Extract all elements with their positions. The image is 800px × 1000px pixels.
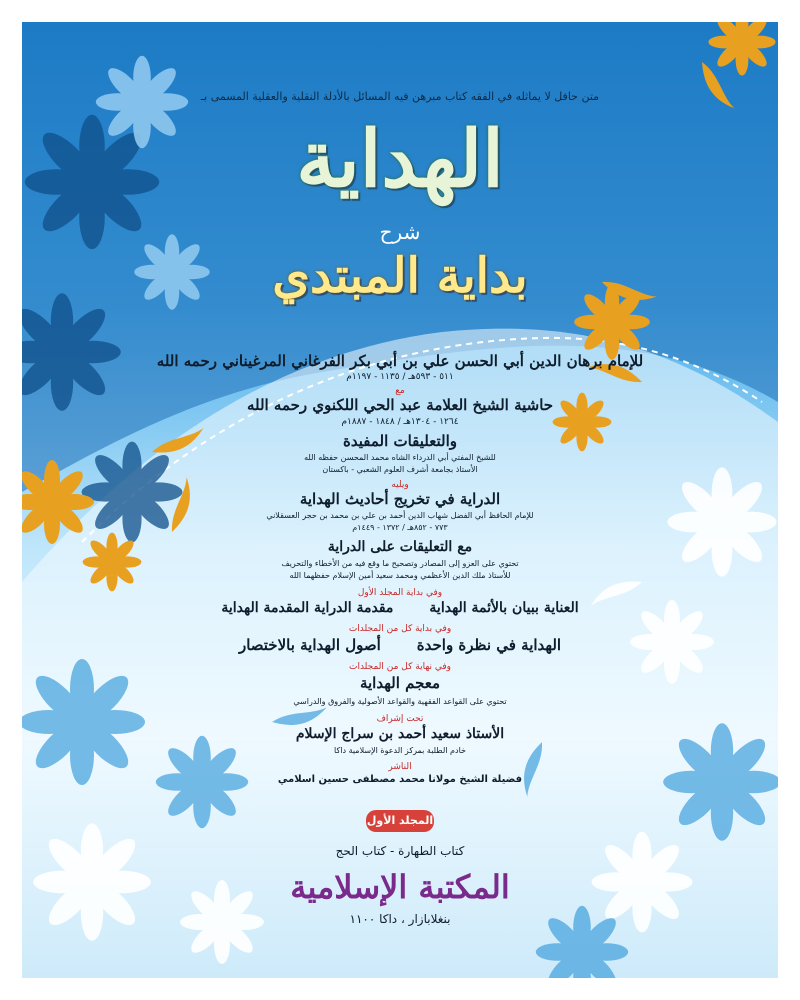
each-volume-start-row (22, 636, 778, 654)
volume-badge: المجلد الأول (366, 810, 434, 832)
intro-line: متن حافل لا يماثله في الفقه كتاب مبرهن فيه المسائل بالأدلة النقلية والعقلية المسمى بـ (200, 90, 600, 103)
each-volume-end-title: معجم الهداية (359, 674, 441, 692)
supervision-label: تحت إشراف (376, 714, 424, 724)
diraya-line2: ٧٧٣ - ٨٥٢هـ / ١٣٧٢ - ١٤٤٩م (352, 523, 448, 532)
publisher-address: بنغلابازار ، داكا ١١٠٠ (349, 912, 451, 926)
each-volume-end-line1: تحتوي على القواعد الفقهية والقواعد الأصولية والفروق والدراسي (293, 697, 507, 706)
each-volume-end-label: وفي نهاية كل من المجلدات (348, 662, 452, 672)
each-volume-start-left: أصول الهداية بالاختصار (238, 636, 381, 654)
hashiya-title: حاشية الشيخ العلامة عبد الحي اللكنوي رحمه الله (246, 396, 554, 414)
hashiya-label: مع (395, 386, 405, 396)
supervision-line1: خادم الطلبة بمركز الدعوة الإسلامية داكا (334, 746, 466, 755)
diraya-taliqat-title: مع التعليقات على الدراية (327, 539, 473, 555)
taliqat-line1: للشيخ المفتي أبي الدرداء الشاه محمد المحسن حفظه الله (304, 453, 496, 462)
first-volume-row (22, 600, 778, 616)
main-title: الهداية (296, 114, 504, 205)
first-volume-right: العناية ببيان بالأئمة الهداية (429, 600, 579, 616)
book-cover (22, 22, 778, 978)
diraya-label: ويليه (391, 480, 409, 490)
taliqat-line2: الأستاذ بجامعة أشرف العلوم الشعبي - باكستان (322, 465, 478, 474)
supervision-name: الأستاذ سعيد أحمد بن سراج الإسلام (295, 726, 505, 742)
diraya-line1: للإمام الحافظ أبي الفضل شهاب الدين أحمد بن علي بن محمد بن حجر العسقلاني (266, 511, 534, 520)
subtitle: بداية المبتدي (272, 248, 528, 304)
publisher-note-name: فضيلة الشيخ مولانا محمد مصطفى حسين اسلامي (277, 774, 523, 785)
first-volume-left: مقدمة الدراية المقدمة الهداية (221, 600, 394, 616)
author-dates: ٥١١ - ٥٩٣هـ / ١١٣٥ - ١١٩٧م (346, 372, 454, 382)
hashiya-dates: ١٢٦٤ - ١٣٠٤هـ / ١٨٤٨ - ١٨٨٧م (341, 417, 459, 427)
publisher-note-label: الناشر (388, 762, 412, 772)
diraya-taliqat-line2: للأستاذ ملك الدين الأعظمي ومحمد سعيد أمين الإسلام حفظهما الله (289, 571, 511, 580)
each-volume-start-label: وفي بداية كل من المجلدات (348, 624, 452, 634)
diraya-title: الدراية في تخريج أحاديث الهداية (299, 490, 501, 508)
taliqat-title: والتعليقات المفيدة (343, 432, 457, 450)
first-volume-label: وفي بداية المجلد الأول (357, 588, 443, 598)
publisher-name: المكتبة الإسلامية (290, 868, 510, 906)
each-volume-start-right: الهداية في نظرة واحدة (416, 636, 562, 654)
author-name: للإمام برهان الدين أبي الحسن علي بن أبي بكر الفرغاني المرغيناني رحمه الله (156, 352, 644, 370)
diraya-taliqat-line1: تحتوي على العزو إلى المصادر وتصحيح ما وقع فيه من الأخطاء والتحريف (281, 559, 519, 568)
volume-books: كتاب الطهارة - كتاب الحج (335, 844, 465, 858)
sharh-word: شرح (379, 220, 421, 244)
